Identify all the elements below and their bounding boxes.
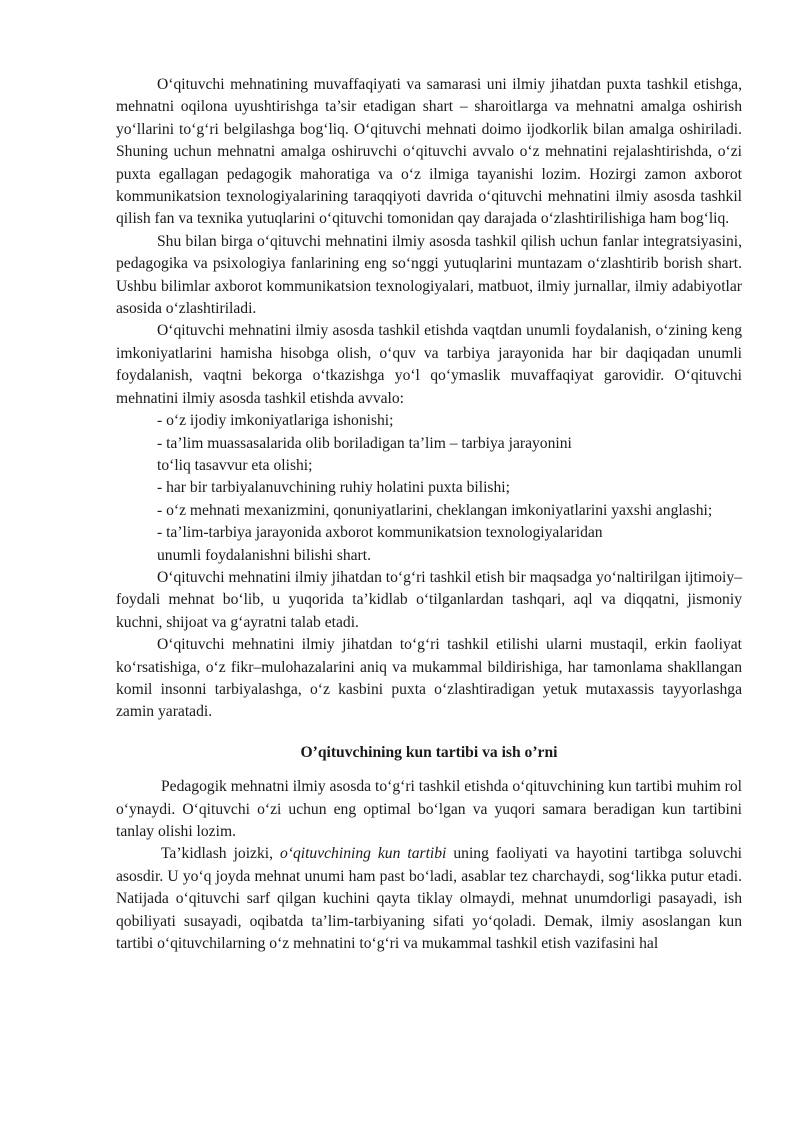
section-heading: O’qituvchining kun tartibi va ish o’rni xyxy=(300,743,558,761)
paragraph-7 xyxy=(116,843,742,955)
list-item-continuation: to‘liq tasavvur eta olishi; xyxy=(157,456,313,474)
requirements-list xyxy=(116,410,742,567)
document-page xyxy=(116,74,742,955)
paragraph-2: Shu bilan birga o‘qituvchi mehnatini ilmiy asosda tashkil qilish uchun fanlar integratsiyasini, pedagogika va psixologiya fanlarining eng so‘nggi yutuqlarini muntazam o‘zlashtirib borish shart. Ushbu bilimlar axborot kommunikatsion texnologiyalari, matbuot, ilmiy jurnallar, ilmiy adabiyotlar asosida o‘zlashtiriladi. xyxy=(116,232,742,318)
paragraph-7-rest: uning faoliyati va hayotini tartibga soluvchi asosdir. U yo‘q joyda mehnat unumi ham past bo‘ladi, asablar tez charchaydi, sog‘likka putur etadi. Natijada o‘qituvchi sarf qilgan kuchini qayta tiklay olmaydi, mehnat unumdorligi pasayadi, ish qobiliyati susayadi, oqibatda ta’lim-tarbiyaning sifati yo‘qoladi. Demak, ilmiy asoslangan kun tartibi o‘qituvchilarning o‘z mehnatini to‘g‘ri va mukammal tashkil etish vazifasini hal xyxy=(116,845,742,953)
list-item: - ta’lim muassasalarida olib boriladigan ta’lim – tarbiya jarayonini xyxy=(157,434,572,452)
list-item: - o‘z mehnati mexanizmini, qonuniyatlarini, cheklangan imkoniyatlarini yaxshi anglashi; xyxy=(157,501,713,519)
list-item-continuation: unumli foydalanishni bilishi shart. xyxy=(157,546,371,564)
paragraph-6: Pedagogik mehnatni ilmiy asosda to‘g‘ri tashkil etishda o‘qituvchining kun tartibi muhim rol o‘ynaydi. O‘qituvchi o‘zi uchun eng optimal bo‘lgan va yuqori samara beradigan kun tartibini tanlay olishi lozim. xyxy=(116,778,742,840)
list-item: - har bir tarbiyalanuvchining ruhiy holatini puxta bilishi; xyxy=(157,479,510,497)
paragraph-5: O‘qituvchi mehnatini ilmiy jihatdan to‘g‘ri tashkil etilishi ularni mustaqil, erkin faoliyat ko‘rsatishiga, o‘z fikr–mulohazalarini aniq va mukammal bildirishiga, har tamonlama shakllangan komil insonni tarbiyalashga, o‘z kasbini puxta o‘zlashtiradigan yetuk mutaxassis tayyorlashga zamin yaratadi. xyxy=(116,636,742,721)
list-item: - ta’lim-tarbiya jarayonida axborot kommunikatsion texnologiyalaridan xyxy=(157,524,603,542)
paragraph-4: O‘qituvchi mehnatini ilmiy jihatdan to‘g‘ri tashkil etish bir maqsadga yo‘naltirilgan ijtimoiy–foydali mehnat bo‘lib, u yuqorida ta’kidlab o‘tilganlardan tashqari, aql va diqqatni, jismoniy kuchni, shijoat va g‘ayratni talab etadi. xyxy=(116,568,742,631)
emphasized-term: o‘qituvchining kun tartibi xyxy=(279,845,447,863)
list-item: - o‘z ijodiy imkoniyatlariga ishonishi; xyxy=(157,412,394,430)
paragraph-1: O‘qituvchi mehnatining muvaffaqiyati va samarasi uni ilmiy jihatdan puxta tashkil etishga, mehnatni oqilona uyushtirishga ta’sir etadigan shart – sharoitlarga va mehnatni amalga oshirish yo‘llarini to‘g‘ri belgilashga bog‘liq. O‘qituvchi mehnati doimo ijodkorlik bilan amalga oshiriladi. Shuning uchun mehnatni amalga oshiruvchi o‘qituvchi avvalo o‘z mehnatini rejalashtirishda, o‘zi puxta egallagan pedagogik mahoratiga va o‘z ilmiga tayanishi lozim. Hozirgi zamon axborot kommunikatsion texnologiyalarining taraqqiyoti davrida o‘qituvchi mehnatini ilmiy asosda tashkil qilish fan va texnika yutuqlarini o‘qituvchi tomonidan qay darajada o‘zlashtirilishiga ham bog‘liq. xyxy=(116,76,742,228)
paragraph-7-start: Ta’kidlash joizki, xyxy=(161,845,280,863)
paragraph-3: O‘qituvchi mehnatini ilmiy asosda tashkil etishda vaqtdan unumli foydalanish, o‘zining keng imkoniyatlarini hamisha hisobga olish, o‘quv va tarbiya jarayonida har bir daqiqadan unumli foydalanish, vaqtni bekorga o‘tkazishga yo‘l qo‘ymaslik muvaffaqiyat garovidir. O‘qituvchi mehnatini ilmiy asosda tashkil etishda avvalo: xyxy=(116,322,742,407)
